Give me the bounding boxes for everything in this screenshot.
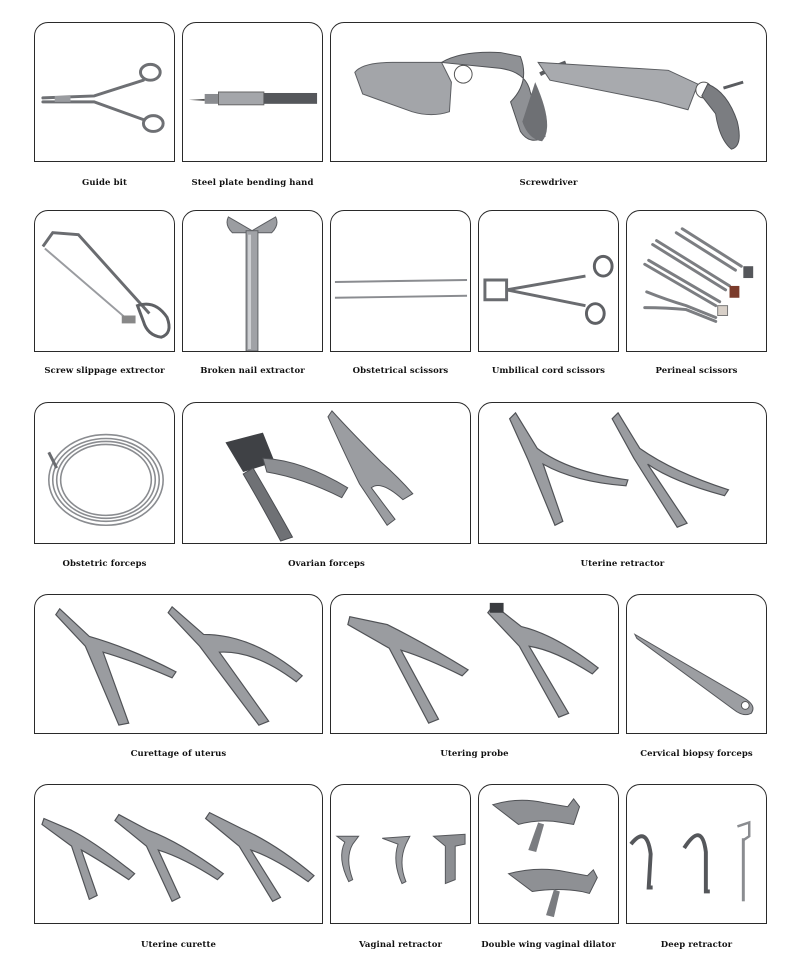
screwdriver-icon xyxy=(331,23,766,161)
tile-obstetrical-scissors[interactable] xyxy=(330,210,471,352)
tile-uterine-retractor[interactable] xyxy=(478,402,767,544)
tile-utering-probe[interactable] xyxy=(330,594,619,734)
caption-obstetrical-scissors: Obstetrical scissors xyxy=(352,366,449,376)
caption-curettage-of-uterus: Curettage of uterus xyxy=(130,749,227,759)
tile-vaginal-retractor[interactable] xyxy=(330,784,471,924)
tile-vaginal-dilator[interactable] xyxy=(478,784,619,924)
caption-screw-extractor: Screw slippage extrector xyxy=(44,366,165,376)
caption-uterine-curette: Uterine curette xyxy=(140,940,216,950)
tile-deep-retractor[interactable] xyxy=(626,784,767,924)
tile-curettage-of-uterus[interactable] xyxy=(34,594,323,734)
caption-utering-probe: Utering probe xyxy=(440,749,509,759)
bending-hand-icon xyxy=(183,23,322,161)
caption-obstetric-forceps: Obstetric forceps xyxy=(62,559,147,569)
tile-screw-extractor[interactable] xyxy=(34,210,175,352)
caption-broken-nail-extractor: Broken nail extractor xyxy=(200,366,305,376)
rongeur-icon xyxy=(331,595,618,733)
wire-coil-icon xyxy=(35,403,174,543)
wire-icon xyxy=(331,211,470,351)
caption-screwdriver: Screwdriver xyxy=(519,178,578,188)
rongeur-icon xyxy=(479,403,766,543)
tile-perineal-scissors[interactable] xyxy=(626,210,767,352)
speculum-icon xyxy=(479,785,618,923)
t-handle-extractor-icon xyxy=(183,211,322,351)
cutter-set-icon xyxy=(627,211,766,351)
caption-vaginal-dilator: Double wing vaginal dilator xyxy=(481,940,616,950)
hacksaw-icon xyxy=(35,211,174,351)
tile-screwdriver[interactable] xyxy=(330,22,767,162)
tile-broken-nail-extractor[interactable] xyxy=(182,210,323,352)
caption-bending-hand: Steel plate bending hand xyxy=(191,178,314,188)
tile-bending-hand[interactable] xyxy=(182,22,323,162)
caption-perineal-scissors: Perineal scissors xyxy=(655,366,738,376)
caption-uterine-retractor: Uterine retractor xyxy=(580,559,665,569)
hook-retractor-icon xyxy=(627,785,766,923)
elevator-icon xyxy=(627,595,766,733)
guide-bit-icon xyxy=(35,23,174,161)
pliers-icon xyxy=(183,403,470,543)
retractor-icon xyxy=(331,785,470,923)
tile-obstetric-forceps[interactable] xyxy=(34,402,175,544)
tile-umbilical-cord-scissors[interactable] xyxy=(478,210,619,352)
caption-deep-retractor: Deep retractor xyxy=(660,940,733,950)
tile-cervical-biopsy-forceps[interactable] xyxy=(626,594,767,734)
rongeur-icon xyxy=(35,785,322,923)
caption-cervical-biopsy-forceps: Cervical biopsy forceps xyxy=(640,749,753,759)
rongeur-icon xyxy=(35,595,322,733)
tile-guide-bit[interactable] xyxy=(34,22,175,162)
forceps-icon xyxy=(479,211,618,351)
tile-uterine-curette[interactable] xyxy=(34,784,323,924)
tile-ovarian-forceps[interactable] xyxy=(182,402,471,544)
caption-umbilical-cord-scissors: Umbilical cord scissors xyxy=(491,366,606,376)
caption-ovarian-forceps: Ovarian forceps xyxy=(288,559,365,569)
caption-vaginal-retractor: Vaginal retractor xyxy=(358,940,443,950)
caption-guide-bit: Guide bit xyxy=(82,178,127,188)
